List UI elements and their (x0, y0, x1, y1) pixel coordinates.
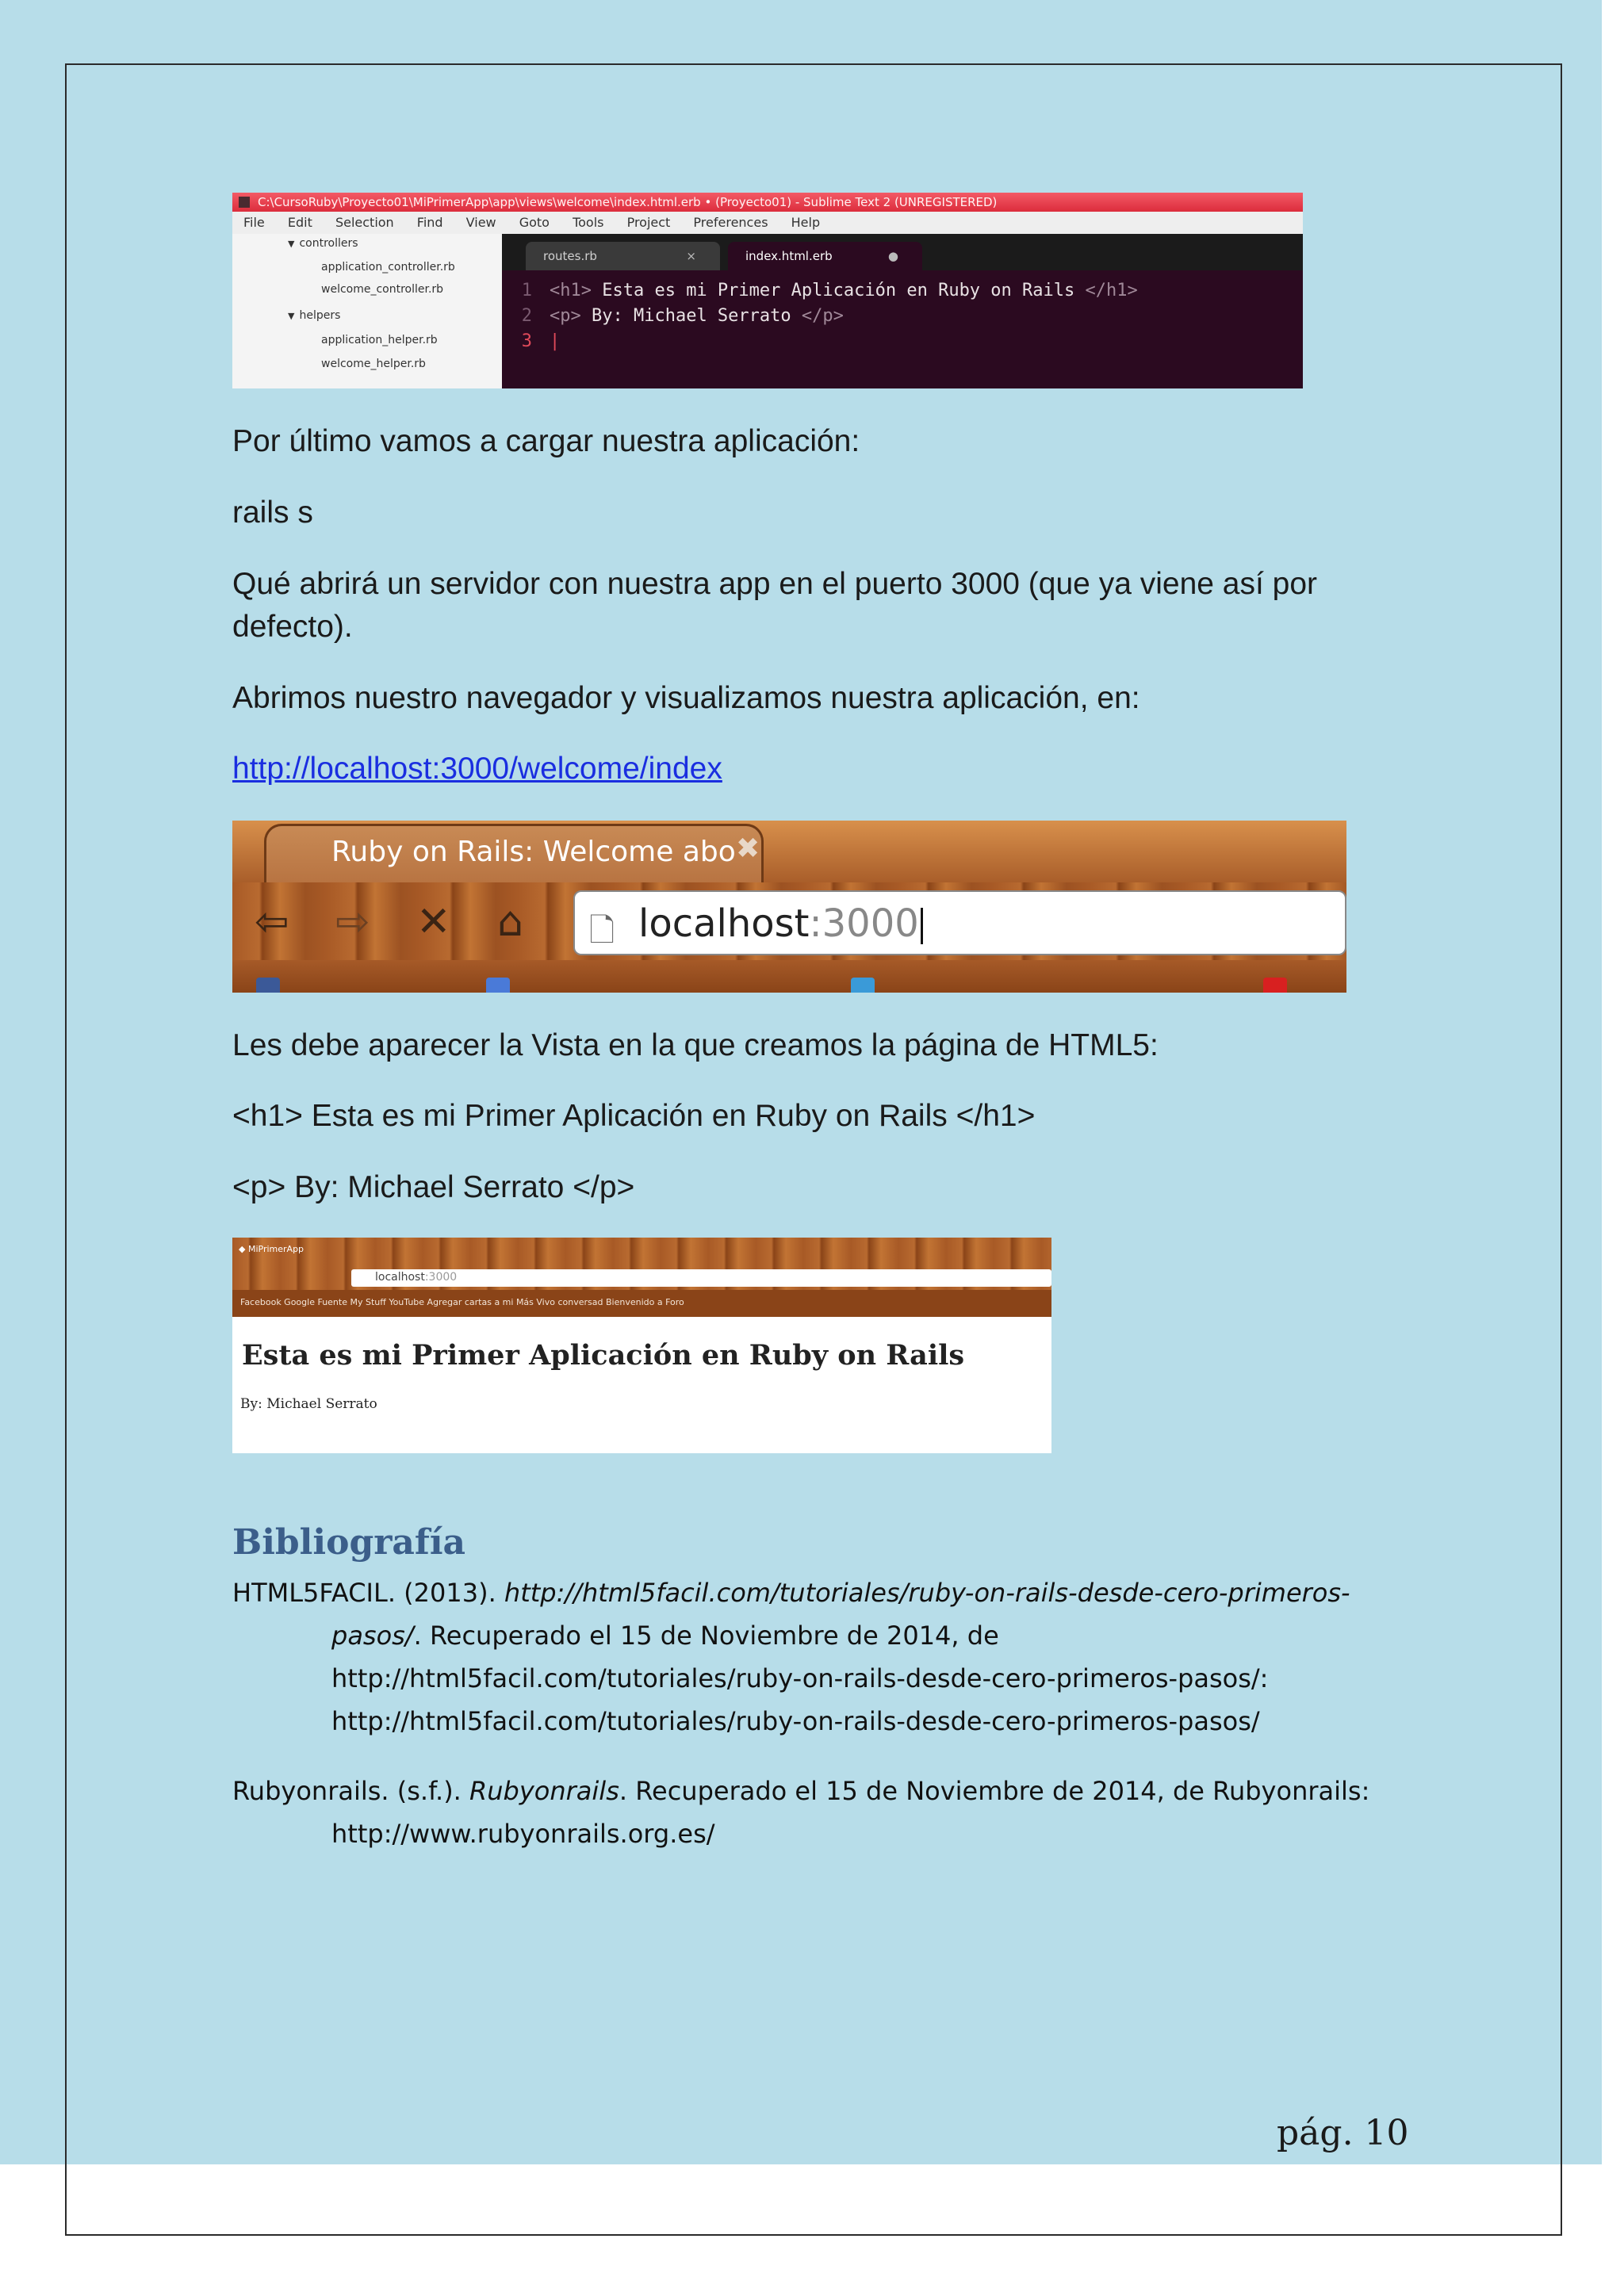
menu-item-selection[interactable]: Selection (335, 215, 394, 230)
address-text: localhost:3000 (638, 901, 923, 946)
line-number: 3 (521, 331, 532, 351)
browser-toolbar (232, 882, 1346, 960)
tab-routes-rb[interactable]: routes.rb × (526, 242, 720, 270)
browser-tab-bar (232, 821, 1346, 882)
paragraph: Qué abrirá un servidor con nuestra app en el puerto 3000 (que ya viene así por defecto). (232, 567, 1318, 644)
folder-expanded-icon: ▼ (288, 239, 295, 249)
sublime-app-icon (239, 197, 250, 208)
editor-tab-strip (502, 234, 1303, 270)
editor-screenshot (232, 193, 1303, 388)
editor-file-tree (232, 234, 502, 388)
menu-item-help[interactable]: Help (791, 215, 821, 230)
menu-item-find[interactable]: Find (416, 215, 443, 230)
close-tab-icon[interactable]: ✖ (736, 832, 760, 865)
code-line-1: <h1> Esta es mi Primer Aplicación en Ruby on Rails </h1> (550, 281, 1138, 300)
tree-file[interactable]: application_helper.rb (321, 334, 438, 346)
menu-item-tools[interactable]: Tools (573, 215, 604, 230)
tree-folder-controllers[interactable]: ▼ controllers (288, 237, 358, 250)
bookmark-icon[interactable] (851, 978, 875, 993)
editor-window-title: C:\CursoRuby\Proyecto01\MiPrimerApp\app\views\welcome\index.html.erb • (Proyecto01) - Sublime Text 2 (UNREGISTERED) (258, 195, 998, 209)
address-bar[interactable] (573, 890, 1346, 955)
paragraph: <p> By: Michael Serrato </p> (232, 1170, 635, 1204)
paragraph: rails s (232, 496, 313, 530)
paragraph: Por último vamos a cargar nuestra aplicación: (232, 424, 860, 458)
editor-code-area[interactable] (502, 270, 1303, 388)
line-number: 2 (521, 306, 532, 326)
editor-menu-bar (232, 212, 1303, 234)
bibliography-entry: Rubyonrails. (s.f.). Rubyonrails. Recuperado el 15 de Noviembre de 2014, de Rubyonrails: http://www.rubyonrails.org.es/ (232, 1776, 1370, 1849)
bookmarks-bar (232, 960, 1346, 993)
tree-file[interactable]: welcome_helper.rb (321, 358, 426, 370)
menu-item-view[interactable]: View (465, 215, 496, 230)
text-caret (921, 908, 923, 944)
browser-chrome (232, 1238, 1051, 1317)
hyperlink-paragraph (232, 748, 722, 790)
text-cursor: | (550, 331, 561, 351)
google-bookmark-icon[interactable] (486, 978, 510, 993)
page-border (65, 63, 1562, 2236)
page-icon: 🗋 (589, 913, 615, 949)
rendered-paragraph: By: Michael Serrato (240, 1396, 377, 1412)
menu-item-preferences[interactable]: Preferences (693, 215, 768, 230)
paragraph: Les debe aparecer la Vista en la que creamos la página de HTML5: (232, 1028, 1159, 1062)
menu-item-edit[interactable]: Edit (287, 215, 312, 230)
unsaved-dot-icon[interactable]: ● (887, 249, 898, 263)
localhost-link[interactable]: http://localhost:3000/welcome/index (232, 752, 722, 786)
tree-folder-helpers[interactable]: ▼ helpers (288, 309, 341, 322)
bookmarks-bar (232, 1290, 1051, 1317)
code-line-2: <p> By: Michael Serrato </p> (550, 306, 844, 326)
forward-arrow-icon[interactable]: ⇨ (335, 898, 370, 946)
bibliography-entry: HTML5FACIL. (2013). http://html5facil.com/tutoriales/ruby-on-rails-desde-cero-primeros-pasos/. Recuperado el 15 de Noviembre de 2014, de http://html5facil.com/tutoriales/ruby-on-rails-desde-cero-primeros-pasos/: http://html5facil.com/tutoriales/ruby-on-rails-desde-cero-primeros-pasos/ (232, 1578, 1350, 1736)
browser-tab[interactable]: ◆ MiPrimerApp (239, 1244, 304, 1254)
browser-screenshot (232, 821, 1346, 993)
close-icon[interactable]: × (686, 249, 696, 263)
bookmark-list[interactable]: Facebook Google Fuente My Stuff YouTube Agregar cartas a mi Más Vivo conversad Bienvenido a Foro (240, 1297, 684, 1307)
line-number: 1 (521, 281, 532, 300)
rendered-page-screenshot (232, 1238, 1051, 1453)
home-icon[interactable]: ⌂ (497, 898, 524, 946)
address-bar[interactable]: localhost:3000 (351, 1269, 1051, 1287)
facebook-bookmark-icon[interactable] (256, 978, 280, 993)
paragraph: <h1> Esta es mi Primer Aplicación en Ruby on Rails </h1> (232, 1099, 1036, 1133)
bibliography-heading: Bibliografía (232, 1522, 466, 1563)
page-number: pág. 10 (1277, 2113, 1409, 2153)
app-icon: ◆ (239, 1244, 248, 1254)
tree-file[interactable]: welcome_controller.rb (321, 283, 444, 296)
tree-file[interactable]: application_controller.rb (321, 261, 455, 274)
rendered-heading: Esta es mi Primer Aplicación en Ruby on Rails (242, 1339, 965, 1372)
youtube-bookmark-icon[interactable] (1263, 978, 1287, 993)
menu-item-project[interactable]: Project (626, 215, 671, 230)
menu-item-file[interactable]: File (243, 215, 265, 230)
editor-title-bar (232, 193, 1303, 212)
paragraph: Abrimos nuestro navegador y visualizamos nuestra aplicación, en: (232, 681, 1140, 715)
tab-index-html-erb[interactable]: index.html.erb ● (728, 242, 922, 270)
back-arrow-icon[interactable]: ⇦ (255, 898, 289, 946)
stop-icon[interactable]: ✕ (416, 898, 451, 946)
menu-item-goto[interactable]: Goto (519, 215, 550, 230)
browser-tab[interactable]: Ruby on Rails: Welcome abo ✖ (264, 824, 764, 882)
folder-expanded-icon: ▼ (288, 311, 295, 321)
